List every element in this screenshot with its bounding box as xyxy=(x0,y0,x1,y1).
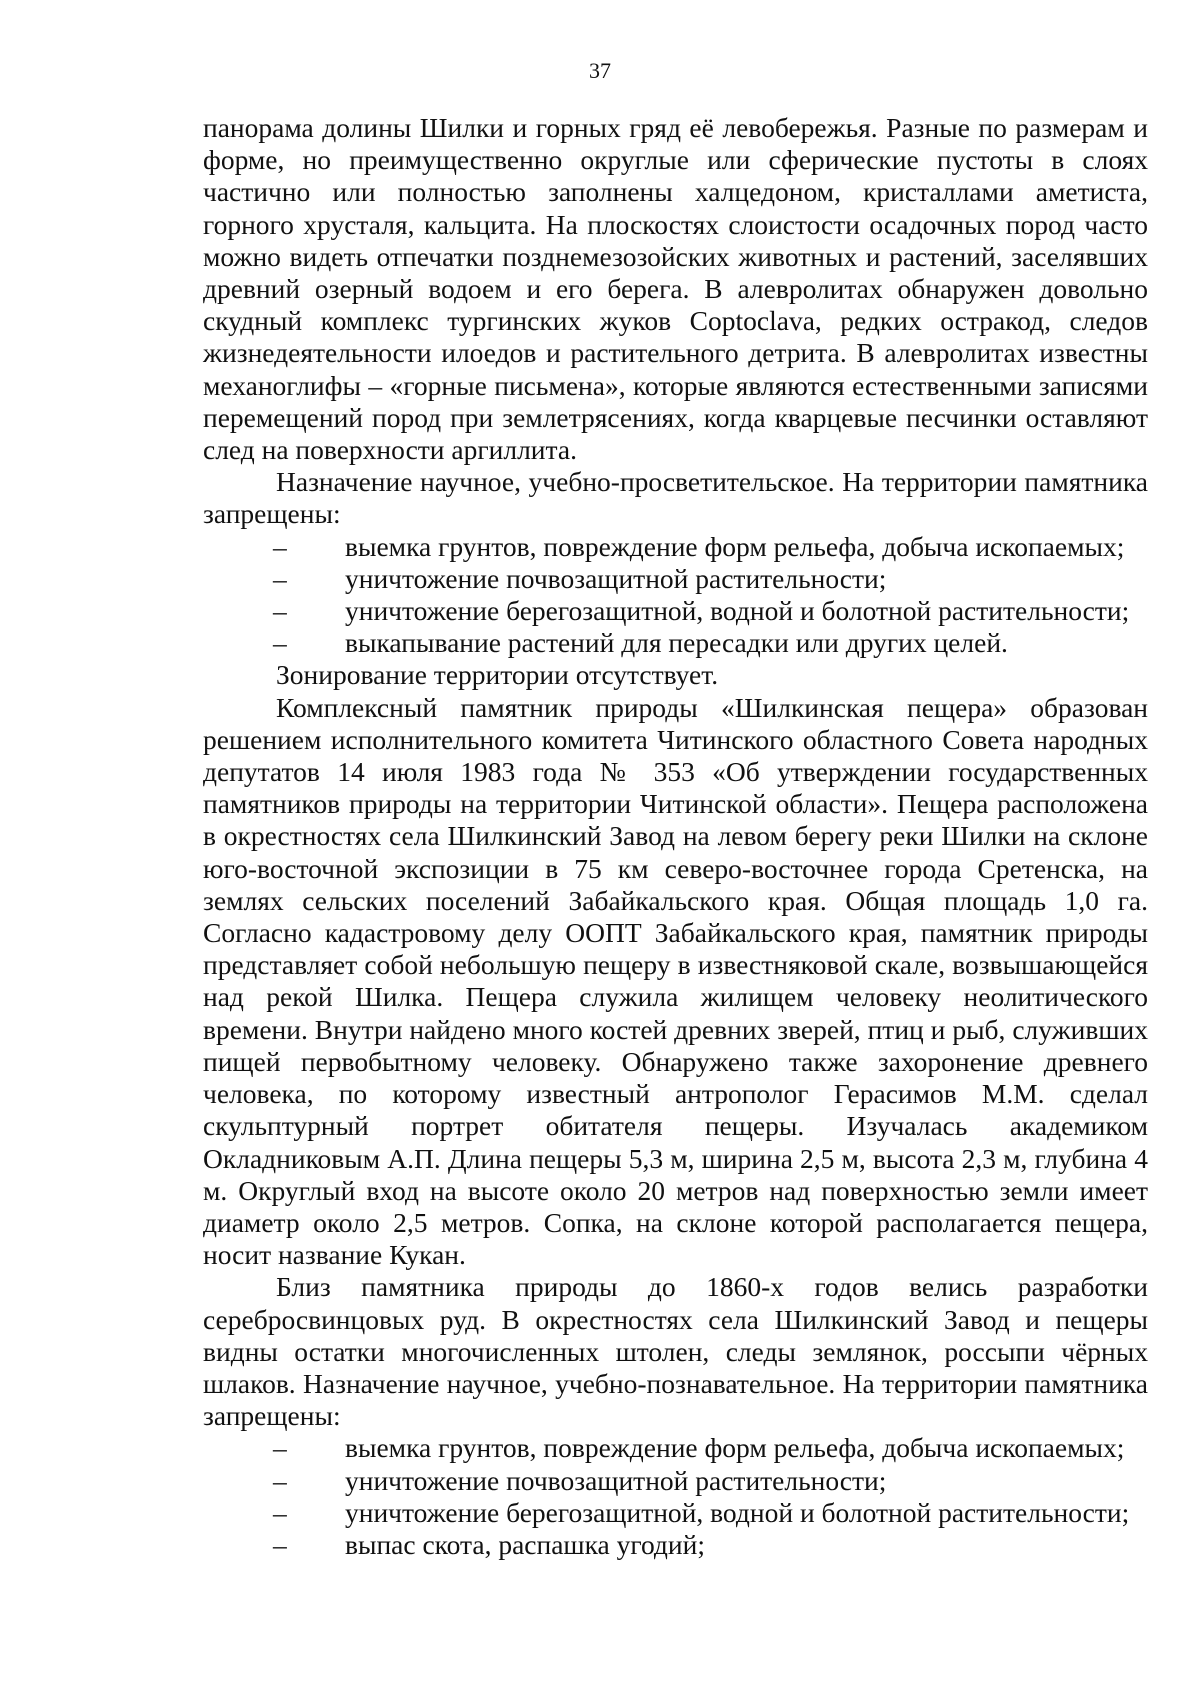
list-item xyxy=(203,1497,1148,1529)
dash-marker: – xyxy=(273,595,287,627)
dash-marker: – xyxy=(273,562,287,594)
list-item xyxy=(203,1432,1148,1464)
dash-marker: – xyxy=(273,1432,287,1464)
dash-marker: – xyxy=(273,1496,287,1528)
paragraph-purpose-1: Назначение научное, учебно-просветительское. На территории памятника запрещены: xyxy=(203,466,1148,530)
document-body xyxy=(203,112,1148,1561)
prohibitions-list-2 xyxy=(203,1432,1148,1561)
list-item-text: уничтожение почвозащитной растительности; xyxy=(345,562,887,594)
list-item xyxy=(203,627,1148,659)
prohibitions-list-1 xyxy=(203,531,1148,660)
dash-marker: – xyxy=(273,1528,287,1560)
list-item-text: уничтожение берегозащитной, водной и болотной растительности; xyxy=(345,1496,1130,1528)
list-item xyxy=(203,563,1148,595)
list-item xyxy=(203,1529,1148,1561)
dash-marker: – xyxy=(273,530,287,562)
list-item xyxy=(203,1465,1148,1497)
dash-marker: – xyxy=(273,627,287,659)
paragraph-geology: панорама долины Шилки и горных гряд её левобережья. Разные по размерам и форме, но преимущественно округлые или сферические пустоты в слоях частично или полностью заполнены халцедоном, кристаллами аметиста, горного хрусталя, кальцита. На плоскостях слоистости осадочных пород часто можно видеть отпечатки позднемезозойских животных и растений, заселявших древний озерный водоем и его берега. В алевролитах обнаружен довольно скудный комплекс тургинских жуков Coptoclava, редких остракод, следов жизнедеятельности илоедов и растительного детрита. В алевролитах известны механоглифы – «горные письмена», которые являются естественными записями перемещений пород при землетрясениях, когда кварцевые песчинки оставляют след на поверхности аргиллита. xyxy=(203,112,1148,466)
list-item-text: уничтожение берегозащитной, водной и болотной растительности; xyxy=(345,595,1130,627)
list-item-text: выемка грунтов, повреждение форм рельефа, добыча ископаемых; xyxy=(345,530,1125,562)
page-number: 37 xyxy=(589,58,611,83)
paragraph-cave-description: Комплексный памятник природы «Шилкинская пещера» образован решением исполнительного комитета Читинского областного Совета народных депутатов 14 июля 1983 года № 353 «Об утверждении государственных памятников природы на территории Читинской области». Пещера расположена в окрестностях села Шилкинский Завод на левом берегу реки Шилки на склоне юго-восточной экспозиции в 75 км северо-восточнее города Сретенска, на землях сельских поселений Забайкальского края. Общая площадь 1,0 га. Согласно кадастровому делу ООПТ Забайкальского края, памятник природы представляет собой небольшую пещеру в известняковой скале, возвышающейся над рекой Шилка. Пещера служила жилищем человеку неолитического времени. Внутри найдено много костей древних зверей, птиц и рыб, служивших пищей первобытному человеку. Обнаружено также захоронение древнего человека, по которому известный антрополог Герасимов М.М. сделал скульптурный портрет обитателя пещеры. Изучалась академиком Окладниковым А.П. Длина пещеры 5,3 м, ширина 2,5 м, высота 2,3 м, глубина 4 м. Округлый вход на высоте около 20 метров над поверхностью земли имеет диаметр около 2,5 метров. Сопка, на склоне которой располагается пещера, носит название Кукан. xyxy=(203,691,1148,1271)
list-item xyxy=(203,595,1148,627)
paragraph-zoning: Зонирование территории отсутствует. xyxy=(276,659,719,691)
paragraph-mining-history: Близ памятника природы до 1860-х годов велись разработки серебросвинцовых руд. В окрестностях села Шилкинский Завод и пещеры видны остатки многочисленных штолен, следы землянок, россыпи чёрных шлаков. Назначение научное, учебно-познавательное. На территории памятника запрещены: xyxy=(203,1271,1148,1432)
list-item-text: выемка грунтов, повреждение форм рельефа, добыча ископаемых; xyxy=(345,1432,1125,1464)
list-item-text: уничтожение почвозащитной растительности; xyxy=(345,1464,887,1496)
list-item xyxy=(203,531,1148,563)
dash-marker: – xyxy=(273,1464,287,1496)
list-item-text: выпас скота, распашка угодий; xyxy=(345,1528,705,1560)
list-item-text: выкапывание растений для пересадки или других целей. xyxy=(345,627,1008,659)
